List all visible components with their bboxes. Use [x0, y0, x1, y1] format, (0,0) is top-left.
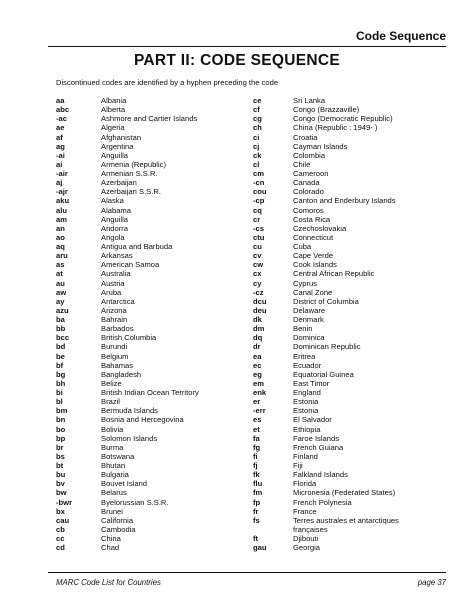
country-name: Afghanistan	[101, 132, 142, 142]
country-name: Eritrea	[293, 351, 316, 361]
country-code: aj	[56, 178, 63, 188]
country-name: Angola	[101, 232, 125, 242]
country-name: Cape Verde	[293, 251, 334, 261]
country-code: dcu	[253, 296, 267, 306]
country-code: ch	[253, 123, 262, 133]
country-name: Bahrain	[101, 315, 128, 324]
country-code: -cz	[253, 287, 264, 297]
country-name: Estonia	[293, 397, 319, 407]
country-name: Georgia	[293, 543, 321, 553]
country-code: bi	[56, 388, 63, 397]
country-code: bt	[56, 461, 64, 470]
country-name: Bermuda Islands	[101, 406, 158, 416]
country-code: -cs	[253, 223, 264, 233]
country-name: Fiji	[293, 461, 303, 470]
country-code: dq	[253, 333, 263, 343]
country-name: Belarus	[101, 488, 127, 498]
country-code: bw	[56, 488, 67, 498]
country-code: cv	[253, 251, 262, 261]
country-name: Benin	[293, 324, 313, 334]
country-code: cm	[253, 169, 264, 178]
country-name: Croatia	[293, 132, 318, 142]
country-code: fg	[253, 442, 261, 452]
country-code: azu	[56, 305, 69, 315]
country-name: Andorra	[101, 223, 129, 233]
page-number: page 37	[417, 578, 446, 587]
country-name: Byelorussian S.S.R.	[101, 497, 169, 507]
country-code: ba	[56, 315, 65, 324]
country-code: af	[56, 132, 63, 142]
country-code: fi	[253, 451, 258, 461]
country-name: Anguilla	[101, 214, 129, 224]
country-name: Ashmore and Cartier Islands	[101, 114, 198, 124]
country-name: Brazil	[101, 397, 120, 407]
country-name: China	[101, 534, 121, 543]
page-title: PART II: CODE SEQUENCE	[133, 52, 341, 69]
country-code: cl	[253, 159, 260, 169]
country-name: El Salvador	[293, 415, 332, 425]
country-code: -cn	[253, 178, 265, 188]
country-code: at	[56, 269, 63, 279]
country-code: deu	[253, 305, 267, 315]
country-name: Barbados	[101, 324, 134, 334]
country-code: ao	[56, 232, 65, 242]
country-name: Central African Republic	[293, 269, 375, 279]
country-name: China (Republic : 1949- )	[293, 123, 378, 133]
country-name: Azerbaijan	[101, 178, 137, 188]
country-code: ctu	[253, 232, 265, 242]
country-name: Congo (Democratic Republic)	[293, 114, 393, 124]
country-code: em	[253, 378, 264, 388]
country-code: fa	[253, 433, 260, 443]
footer-rule	[48, 572, 446, 573]
footer-title: MARC Code List for Countries	[56, 578, 161, 587]
country-code: cr	[253, 214, 261, 224]
country-name: Comoros	[293, 205, 324, 215]
country-code: cy	[253, 278, 262, 288]
country-name: Bangladesh	[101, 369, 142, 379]
country-name: Micronesia (Federated States)	[293, 488, 396, 498]
country-code: as	[56, 260, 65, 270]
country-code: es	[253, 415, 262, 425]
country-name: England	[293, 388, 321, 397]
country-name: Costa Rica	[293, 214, 331, 224]
country-name: District of Columbia	[293, 296, 359, 306]
country-name: Austria	[101, 278, 125, 288]
country-code: fp	[253, 497, 261, 507]
header-rule	[48, 46, 446, 47]
country-name: Congo (Brazzaville)	[293, 105, 360, 115]
country-name: Aruba	[101, 287, 122, 297]
country-name: Bouvet Island	[101, 479, 148, 489]
country-name: Armenian S.S.R.	[101, 169, 158, 178]
country-code: cj	[253, 141, 260, 151]
country-code: bp	[56, 433, 66, 443]
country-name: Belize	[101, 378, 122, 388]
country-code: dk	[253, 315, 262, 324]
country-code: -cp	[253, 196, 265, 206]
country-name: Bosnia and Hercegovina	[101, 415, 184, 425]
country-code: am	[56, 214, 67, 224]
country-code: enk	[253, 388, 267, 397]
country-name: Burundi	[101, 342, 128, 352]
country-code: bf	[56, 360, 64, 370]
country-code: bs	[56, 451, 65, 461]
country-name: British Columbia	[101, 333, 157, 343]
country-name: Alberta	[101, 105, 126, 115]
country-name: Burma	[101, 442, 124, 452]
country-code: cw	[253, 260, 264, 270]
country-name: Arizona	[101, 305, 127, 315]
country-name: Cyprus	[293, 278, 318, 288]
country-code: fm	[253, 488, 263, 498]
country-name: Florida	[293, 479, 317, 489]
country-code: aa	[56, 96, 65, 105]
country-name: Canton and Enderbury Islands	[293, 196, 396, 206]
country-code: fr	[253, 506, 259, 516]
country-name: Ecuador	[293, 360, 322, 370]
country-code: bl	[56, 397, 63, 407]
country-code: ag	[56, 141, 65, 151]
country-name: Sri Lanka	[293, 96, 326, 105]
country-code: bv	[56, 479, 65, 489]
country-code: bg	[56, 369, 66, 379]
country-code: dm	[253, 324, 265, 334]
country-name: Anguilla	[101, 150, 129, 160]
country-name: Bolivia	[101, 424, 124, 434]
country-name: Bhutan	[101, 461, 126, 470]
country-name: Chad	[101, 543, 120, 553]
country-code: aru	[56, 251, 68, 261]
country-code: bx	[56, 506, 65, 516]
country-name: Delaware	[293, 305, 326, 315]
country-code: bo	[56, 424, 66, 434]
country-code: -bwr	[56, 497, 73, 507]
country-code: cau	[56, 515, 70, 525]
country-code: alu	[56, 205, 67, 215]
country-code: -air	[56, 169, 68, 178]
country-name: France	[293, 506, 317, 516]
country-code: ay	[56, 296, 65, 306]
country-name: Bahamas	[101, 360, 134, 370]
country-name: Australia	[101, 269, 131, 279]
country-code: bh	[56, 378, 66, 388]
country-code: cc	[56, 534, 65, 543]
country-name: French Guiana	[293, 442, 344, 452]
country-code: be	[56, 351, 65, 361]
country-code: bcc	[56, 333, 70, 343]
country-code: cf	[253, 105, 260, 115]
country-name: French Polynesia	[293, 497, 352, 507]
country-name: Cambodia	[101, 524, 136, 534]
country-code: cd	[56, 543, 65, 553]
country-code: cx	[253, 269, 262, 279]
country-code: cb	[56, 524, 65, 534]
country-name: Cuba	[293, 242, 312, 251]
country-code: aq	[56, 242, 65, 251]
country-name: Antigua and Barbuda	[101, 242, 173, 251]
country-name: Canal Zone	[293, 287, 333, 297]
country-code: cg	[253, 114, 262, 124]
running-head: Code Sequence	[355, 29, 446, 43]
country-name: American Samoa	[101, 260, 160, 270]
country-code: ci	[253, 132, 260, 142]
country-code: cq	[253, 205, 262, 215]
country-name: Bulgaria	[101, 470, 129, 480]
country-name: Denmark	[293, 315, 324, 324]
country-name: East Timor	[293, 378, 330, 388]
country-code: br	[56, 442, 64, 452]
country-code: er	[253, 397, 261, 407]
country-code: ai	[56, 159, 63, 169]
country-name: Dominican Republic	[293, 342, 361, 352]
country-name: françaises	[293, 524, 328, 534]
country-name: Czechoslovakia	[293, 223, 347, 233]
country-name: British Indian Ocean Territory	[101, 388, 199, 397]
country-name: Botswana	[101, 451, 135, 461]
country-name: Albania	[101, 96, 127, 105]
country-code: eg	[253, 369, 262, 379]
country-name: Chile	[293, 159, 311, 169]
country-name: Cameroon	[293, 169, 329, 178]
country-name: Finland	[293, 451, 318, 461]
country-name: Falkland Islands	[293, 470, 348, 480]
country-code: flu	[253, 479, 263, 489]
country-name: Belgium	[101, 351, 129, 361]
country-code: fk	[253, 470, 260, 480]
country-name: Armenia (Republic)	[101, 159, 166, 169]
country-name: Azerbaijan S.S.R.	[101, 187, 161, 197]
country-name: Faroe Islands	[293, 433, 340, 443]
country-code: cu	[253, 242, 262, 251]
country-code: bn	[56, 415, 66, 425]
country-name: Alaska	[101, 196, 124, 206]
intro-note: Discontinued codes are identified by a hyphen preceding the code	[56, 78, 279, 87]
country-code: an	[56, 223, 65, 233]
country-code: bd	[56, 342, 66, 352]
country-name: Alabama	[101, 205, 131, 215]
country-name: Canada	[293, 178, 320, 188]
country-code: -ai	[56, 150, 65, 160]
country-name: Arkansas	[101, 251, 133, 261]
country-name: Estonia	[293, 406, 319, 416]
country-code: -err	[253, 406, 266, 416]
country-code: abc	[56, 105, 70, 115]
country-name: Colorado	[293, 187, 324, 197]
country-code: -ac	[56, 114, 67, 124]
country-code: ea	[253, 351, 262, 361]
country-code: ce	[253, 96, 262, 105]
country-name: Terres australes et antarctiques	[293, 515, 399, 525]
country-code: bb	[56, 324, 66, 334]
country-code: ck	[253, 150, 262, 160]
country-code: fj	[253, 461, 258, 470]
country-name: Djibouti	[293, 534, 319, 543]
country-code: au	[56, 278, 65, 288]
country-code: ec	[253, 360, 262, 370]
country-name: Solomon Islands	[101, 433, 158, 443]
country-code: bm	[56, 406, 68, 416]
country-name: Connecticut	[293, 232, 334, 242]
country-name: Cook Islands	[293, 260, 337, 270]
country-code: fs	[253, 515, 260, 525]
country-code: gau	[253, 543, 267, 553]
country-name: Equatorial Guinea	[293, 369, 354, 379]
country-code: aw	[56, 287, 67, 297]
country-code: bu	[56, 470, 66, 480]
country-code: -ajr	[56, 187, 68, 197]
country-name: Antarctica	[101, 296, 135, 306]
country-code: et	[253, 424, 260, 434]
country-name: Cayman Islands	[293, 141, 348, 151]
country-name: California	[101, 515, 134, 525]
country-code: ae	[56, 123, 65, 133]
country-name: Algeria	[101, 123, 125, 133]
country-code: ft	[253, 534, 259, 543]
country-code: aku	[56, 196, 70, 206]
country-name: Ethiopia	[293, 424, 321, 434]
country-code: cou	[253, 187, 267, 197]
country-name: Brunei	[101, 506, 123, 516]
country-name: Colombia	[293, 150, 326, 160]
country-code: dr	[253, 342, 261, 352]
country-name: Dominica	[293, 333, 325, 343]
country-name: Argentina	[101, 141, 134, 151]
